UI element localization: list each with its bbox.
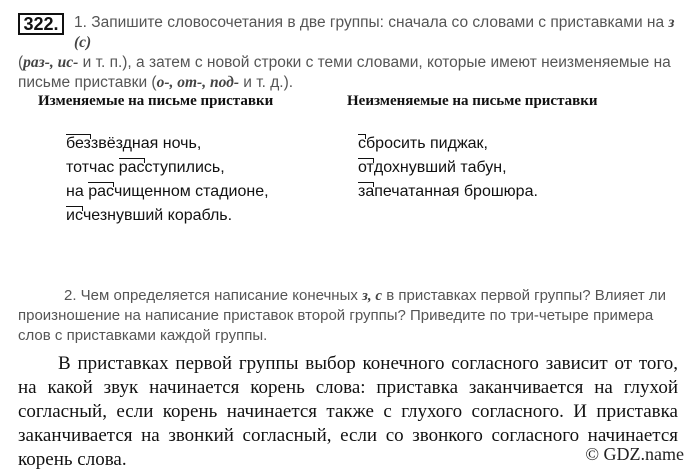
- prefix-mark: рас: [119, 156, 145, 180]
- exercise-number: 322.: [18, 13, 64, 35]
- word-rest: чищенном стадионе,: [113, 183, 269, 200]
- word-rest: ступились,: [144, 159, 225, 176]
- prefix-mark: с: [358, 132, 366, 156]
- task-1-prefix-examples: раз-, ис-: [23, 54, 79, 71]
- prefix-mark: рас: [88, 180, 114, 204]
- word-rest: бросить пиджак,: [366, 135, 488, 152]
- task-1-paren: (: [18, 54, 24, 71]
- right-word-list: [358, 132, 538, 204]
- right-column-title: Неизменяемые на письме приставки: [347, 93, 598, 109]
- list-item: [358, 156, 538, 180]
- prefix-mark: без: [66, 132, 91, 156]
- task-1-letters: з (с): [74, 14, 675, 51]
- word-rest: чезнувший корабль.: [82, 207, 233, 224]
- word-rest: звёздная ночь,: [90, 135, 202, 152]
- prefix-mark: за: [358, 180, 374, 204]
- task-1-line-2: [18, 53, 678, 93]
- list-item: [358, 180, 538, 204]
- word-rest: дохнувший табун,: [373, 159, 507, 176]
- task-1-line-1: [74, 13, 686, 53]
- task-1-text: 1. Запишите словосочетания в две группы: сначала со словами с приставками на: [74, 14, 665, 31]
- left-word-list: [66, 132, 269, 228]
- answer-paragraph: [18, 352, 678, 472]
- watermark: © GDZ.name: [585, 444, 684, 464]
- list-item: [66, 204, 269, 228]
- task-1-prefix-examples-2: о-, от-, под-: [156, 74, 239, 91]
- task-1-text-close: и т. д.).: [243, 74, 294, 91]
- task-2-text-cont: в приставках первой группы? Влияет ли произношение на написание приставок второй группы? Приведите по три-четыре примера слов с приставками каждой группы.: [18, 287, 667, 344]
- word-rest: печатанная брошюра.: [374, 183, 538, 200]
- list-item: [66, 156, 269, 180]
- prefix-mark: ис: [66, 204, 83, 228]
- word-pre: тотчас: [66, 159, 119, 176]
- task-2: [18, 286, 688, 346]
- left-column-title: Изменяемые на письме приставки: [38, 93, 274, 109]
- prefix-mark: от: [358, 156, 374, 180]
- word-pre: на: [66, 183, 89, 200]
- task-2-text: 2. Чем определяется написание конечных: [64, 287, 358, 304]
- task-1-text-end: письме приставки (: [18, 74, 157, 91]
- list-item: [358, 132, 538, 156]
- task-1-text-cont: и т. п.), а затем с новой строки с теми словами, которые имеют неизменяемые на: [82, 54, 671, 71]
- list-item: [66, 180, 269, 204]
- list-item: [66, 132, 269, 156]
- answer-text: В приставках первой группы выбор конечного согласного зависит от того, на какой звук начинается корень слова: приставка заканчивается на глухой согласный, если корень начинается также с глухого согласного. И приставка заканчивается на звонкий согласный, если со звонкого согласного начинается корень слова.: [18, 353, 678, 470]
- task-2-letters: з, с: [362, 288, 383, 304]
